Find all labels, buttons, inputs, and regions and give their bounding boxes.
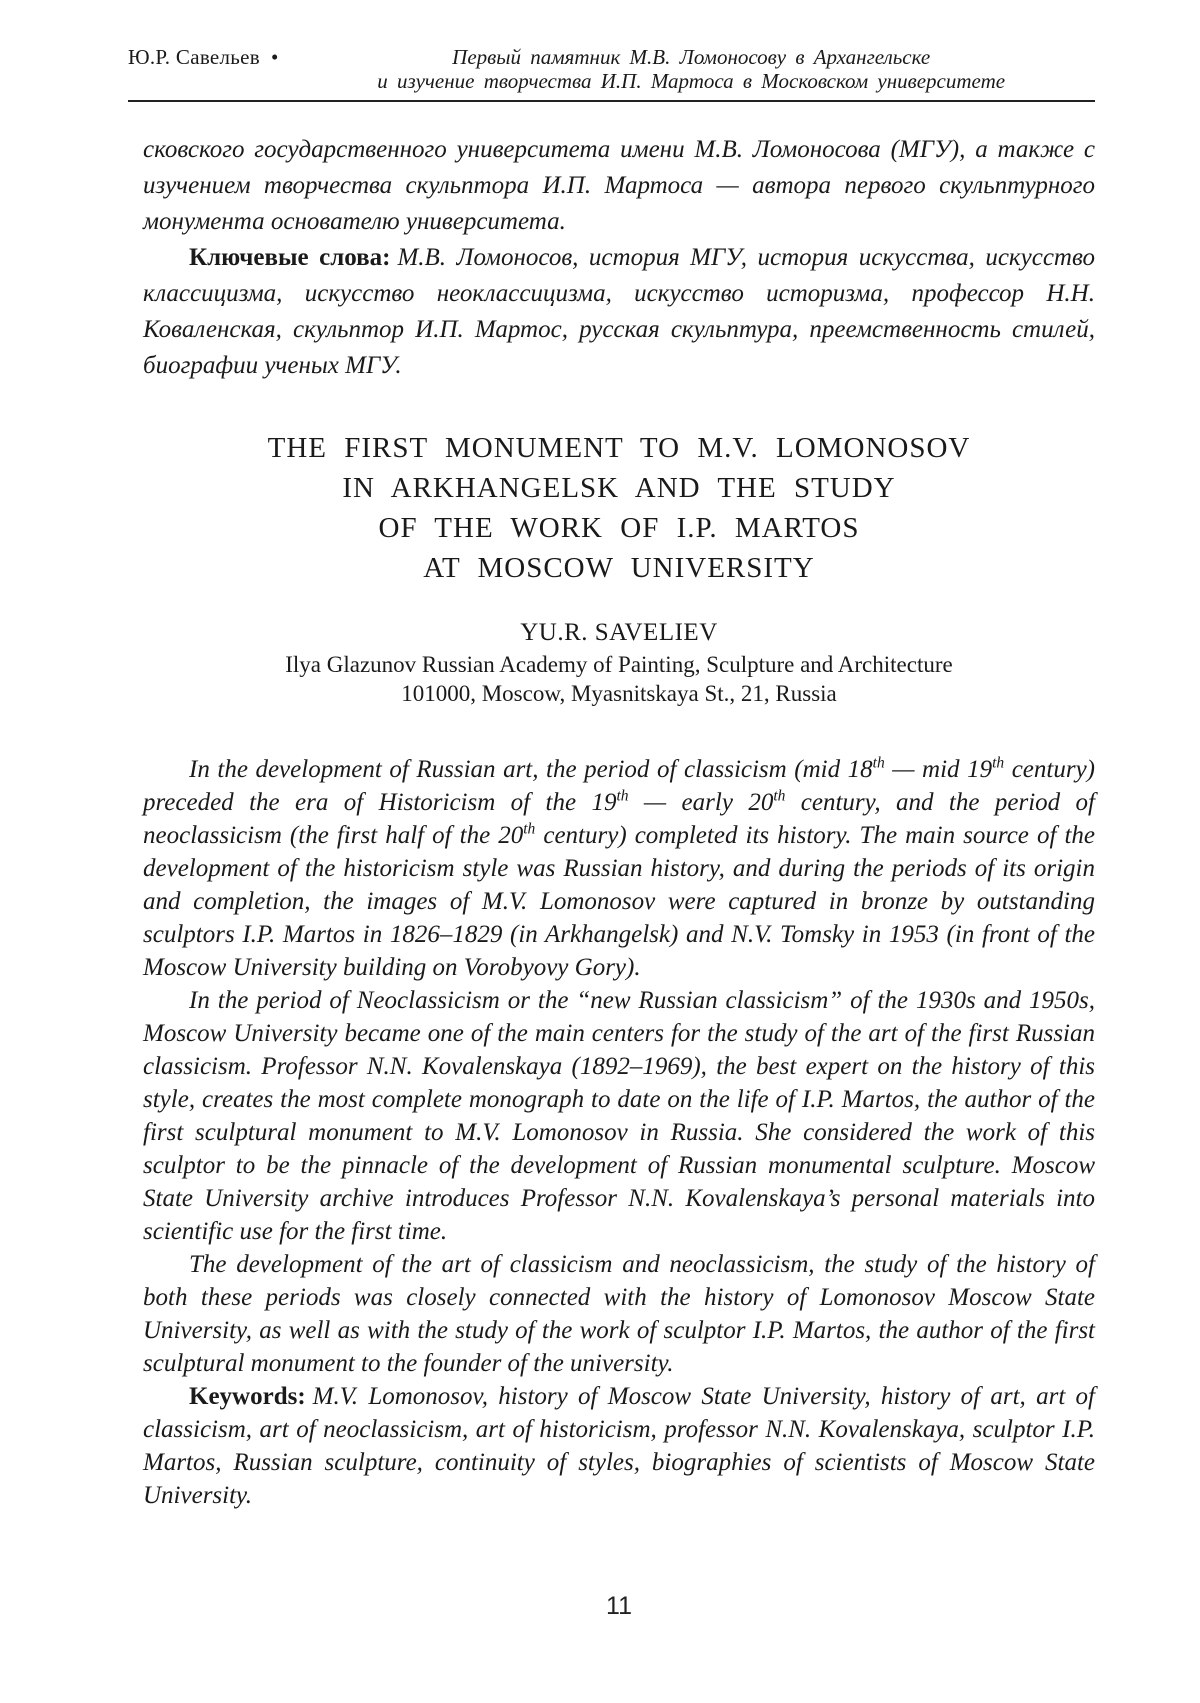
- bullet-separator-icon: •: [271, 45, 279, 69]
- russian-keywords-text: М.В. Ломоносов, история МГУ, история искусства, искусство классицизма, искусство неоклассицизма, искусство историзма, профессор Н.Н. Коваленская, скульптор И.П. Мартос, русская скульптура, преемственность стилей, биографии ученых МГУ.: [143, 244, 1095, 379]
- russian-keywords-label: Ключевые слова:: [189, 244, 391, 271]
- abstract-paragraph-2: In the period of Neoclassicism or the “new Russian classicism” of the 1930s and 1950s, Moscow University became one of the main centers for the study of the art of the first Russian classicism. Professor N.N. Kovalenskaya (1892–1969), the best expert on the history of this style, creates the most complete monograph to date on the life of I.P. Martos, the author of the first sculptural monument to M.V. Lomonosov in Russia. She considered the work of this sculptor to be the pinnacle of the development of Russian monumental sculpture. Moscow State University archive introduces Professor N.N. Kovalenskaya’s personal materials into scientific use for the first time.: [143, 987, 1095, 1245]
- running-header: [128, 45, 1095, 102]
- article-title: [143, 428, 1095, 588]
- author-name: YU.R. SAVELIEV: [520, 619, 718, 646]
- abstract-paragraph-3: The development of the art of classicism and neoclassicism, the study of the history of both these periods was closely connected with the history of Lomonosov Moscow State University, as well as with the study of the work of sculptor I.P. Martos, the author of the first sculptural monument to the founder of the university.: [143, 1251, 1095, 1377]
- english-keywords-paragraph: [143, 1380, 1095, 1512]
- english-keywords-label: Keywords:: [189, 1383, 306, 1410]
- article-title-line-2: IN ARKHANGELSK AND THE STUDY: [342, 472, 896, 504]
- russian-keywords-paragraph: [143, 240, 1095, 384]
- english-keywords-text: M.V. Lomonosov, history of Moscow State University, history of art, art of classicism, art of neoclassicism, art of historicism, professor N.N. Kovalenskaya, sculptor I.P. Martos, Russian sculpture, continuity of styles, biographies of scientists of Moscow State University.: [143, 1383, 1095, 1509]
- page-number: 11: [606, 1592, 632, 1620]
- running-header-line: [128, 45, 1095, 93]
- running-header-title-line-1: Первый памятник М.В. Ломоносову в Архангельске: [452, 45, 931, 69]
- english-abstract-block: [143, 753, 1095, 1512]
- running-header-author: Ю.Р. Савельев: [128, 45, 261, 69]
- running-header-title-line-2: и изучение творчества И.П. Мартоса в Московском университете: [377, 69, 1006, 93]
- running-header-title: [287, 45, 1095, 93]
- author-affiliation: Ilya Glazunov Russian Academy of Painting, Sculpture and Architecture: [285, 652, 953, 677]
- author-address: 101000, Moscow, Myasnitskaya St., 21, Russia: [401, 681, 837, 706]
- article-title-line-1: THE FIRST MONUMENT TO M.V. LOMONOSOV: [267, 432, 971, 464]
- russian-continuation-paragraph: сковского государственного университета имени М.В. Ломоносова (МГУ), а также с изучением творчества скульптора И.П. Мартоса — автора первого скульптурного монумента основателю университета.: [143, 136, 1095, 235]
- article-title-line-4: AT MOSCOW UNIVERSITY: [423, 552, 815, 584]
- article-title-line-3: OF THE WORK OF I.P. MARTOS: [378, 512, 860, 544]
- russian-abstract-block: [143, 132, 1095, 384]
- header-rule: [128, 100, 1095, 102]
- abstract-paragraph-1: In the development of Russian art, the period of classicism (mid 18th — mid 19th century) preceded the era of Historicism of the 19th — early 20th century, and the period of neoclassicism (the first half of the 20th century) completed its history. The main source of the development of the historicism style was Russian history, and during the periods of its origin and completion, the images of M.V. Lomonosov were captured in bronze by outstanding sculptors I.P. Martos in 1826–1829 (in Arkhangelsk) and N.V. Tomsky in 1953 (in front of the Moscow University building on Vorobyovy Gory).: [143, 754, 1095, 981]
